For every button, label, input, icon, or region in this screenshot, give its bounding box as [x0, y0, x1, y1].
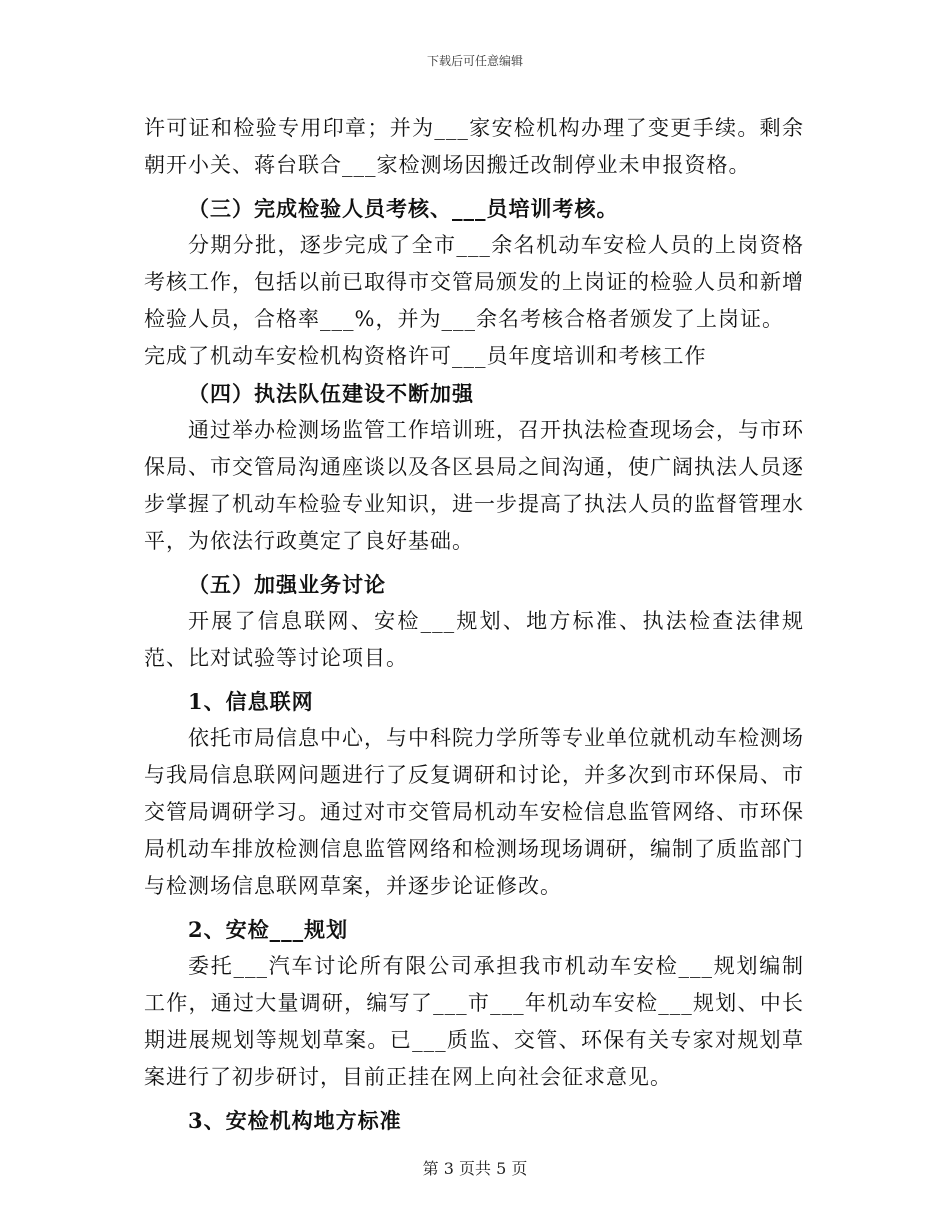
section-heading-4: （四）执法队伍建设不断加强	[188, 381, 474, 406]
subsection-heading-1: 1、信息联网	[188, 689, 314, 714]
paragraph-7: 委托___汽车讨论所有限公司承担我市机动车安检___规划编制工作，通过大量调研，编写了___市___年机动车安检___规划、中长期进展规划等规划草案。已___质监、交管、环保有关专家对规划草案进行了初步研讨，目前正挂在网上向社会征求意见。	[144, 954, 804, 1089]
page-footer: 第 3 页共 5 页	[422, 1159, 528, 1178]
section-heading-3: （三）完成检验人员考核、___员培训考核。	[188, 196, 619, 221]
subsection-heading-3: 3、安检机构地方标准	[188, 1108, 402, 1133]
page-header: 下载后可任意编辑	[426, 54, 523, 68]
document-body	[144, 110, 804, 1139]
paragraph-4: 通过举办检测场监管工作培训班，召开执法检查现场会，与市环保局、市交管局沟通座谈以及各区县局之间沟通，使广阔执法人员逐步掌握了机动车检验专业知识，进一步提高了执法人员的监督管理水平，为依法行政奠定了良好基础。	[144, 418, 804, 553]
paragraph-3: 完成了机动车安检机构资格许可___员年度培训和考核工作	[144, 344, 707, 368]
paragraph-2: 分期分批，逐步完成了全市___余名机动车安检人员的上岗资格考核工作，包括以前已取得市交管局颁发的上岗证的检验人员和新增检验人员，合格率___%，并为___余名考核合格者颁发了上岗证。	[144, 233, 804, 331]
section-heading-5: （五）加强业务讨论	[188, 572, 386, 597]
paragraph-5: 开展了信息联网、安检___规划、地方标准、执法检查法律规范、比对试验等讨论项目。	[144, 609, 804, 670]
subsection-heading-2: 2、安检___规划	[188, 917, 349, 942]
paragraph-6: 依托市局信息中心，与中科院力学所等专业单位就机动车检测场与我局信息联网问题进行了反复调研和讨论，并多次到市环保局、市交管局调研学习。通过对市交管局机动车安检信息监管网络、市环保局机动车排放检测信息监管网络和检测场现场调研，编制了质监部门与检测场信息联网草案，并逐步论证修改。	[144, 726, 804, 898]
paragraph-1: 许可证和检验专用印章；并为___家安检机构办理了变更手续。剩余朝开小关、蒋台联合___家检测场因搬迁改制停业未申报资格。	[144, 116, 804, 177]
